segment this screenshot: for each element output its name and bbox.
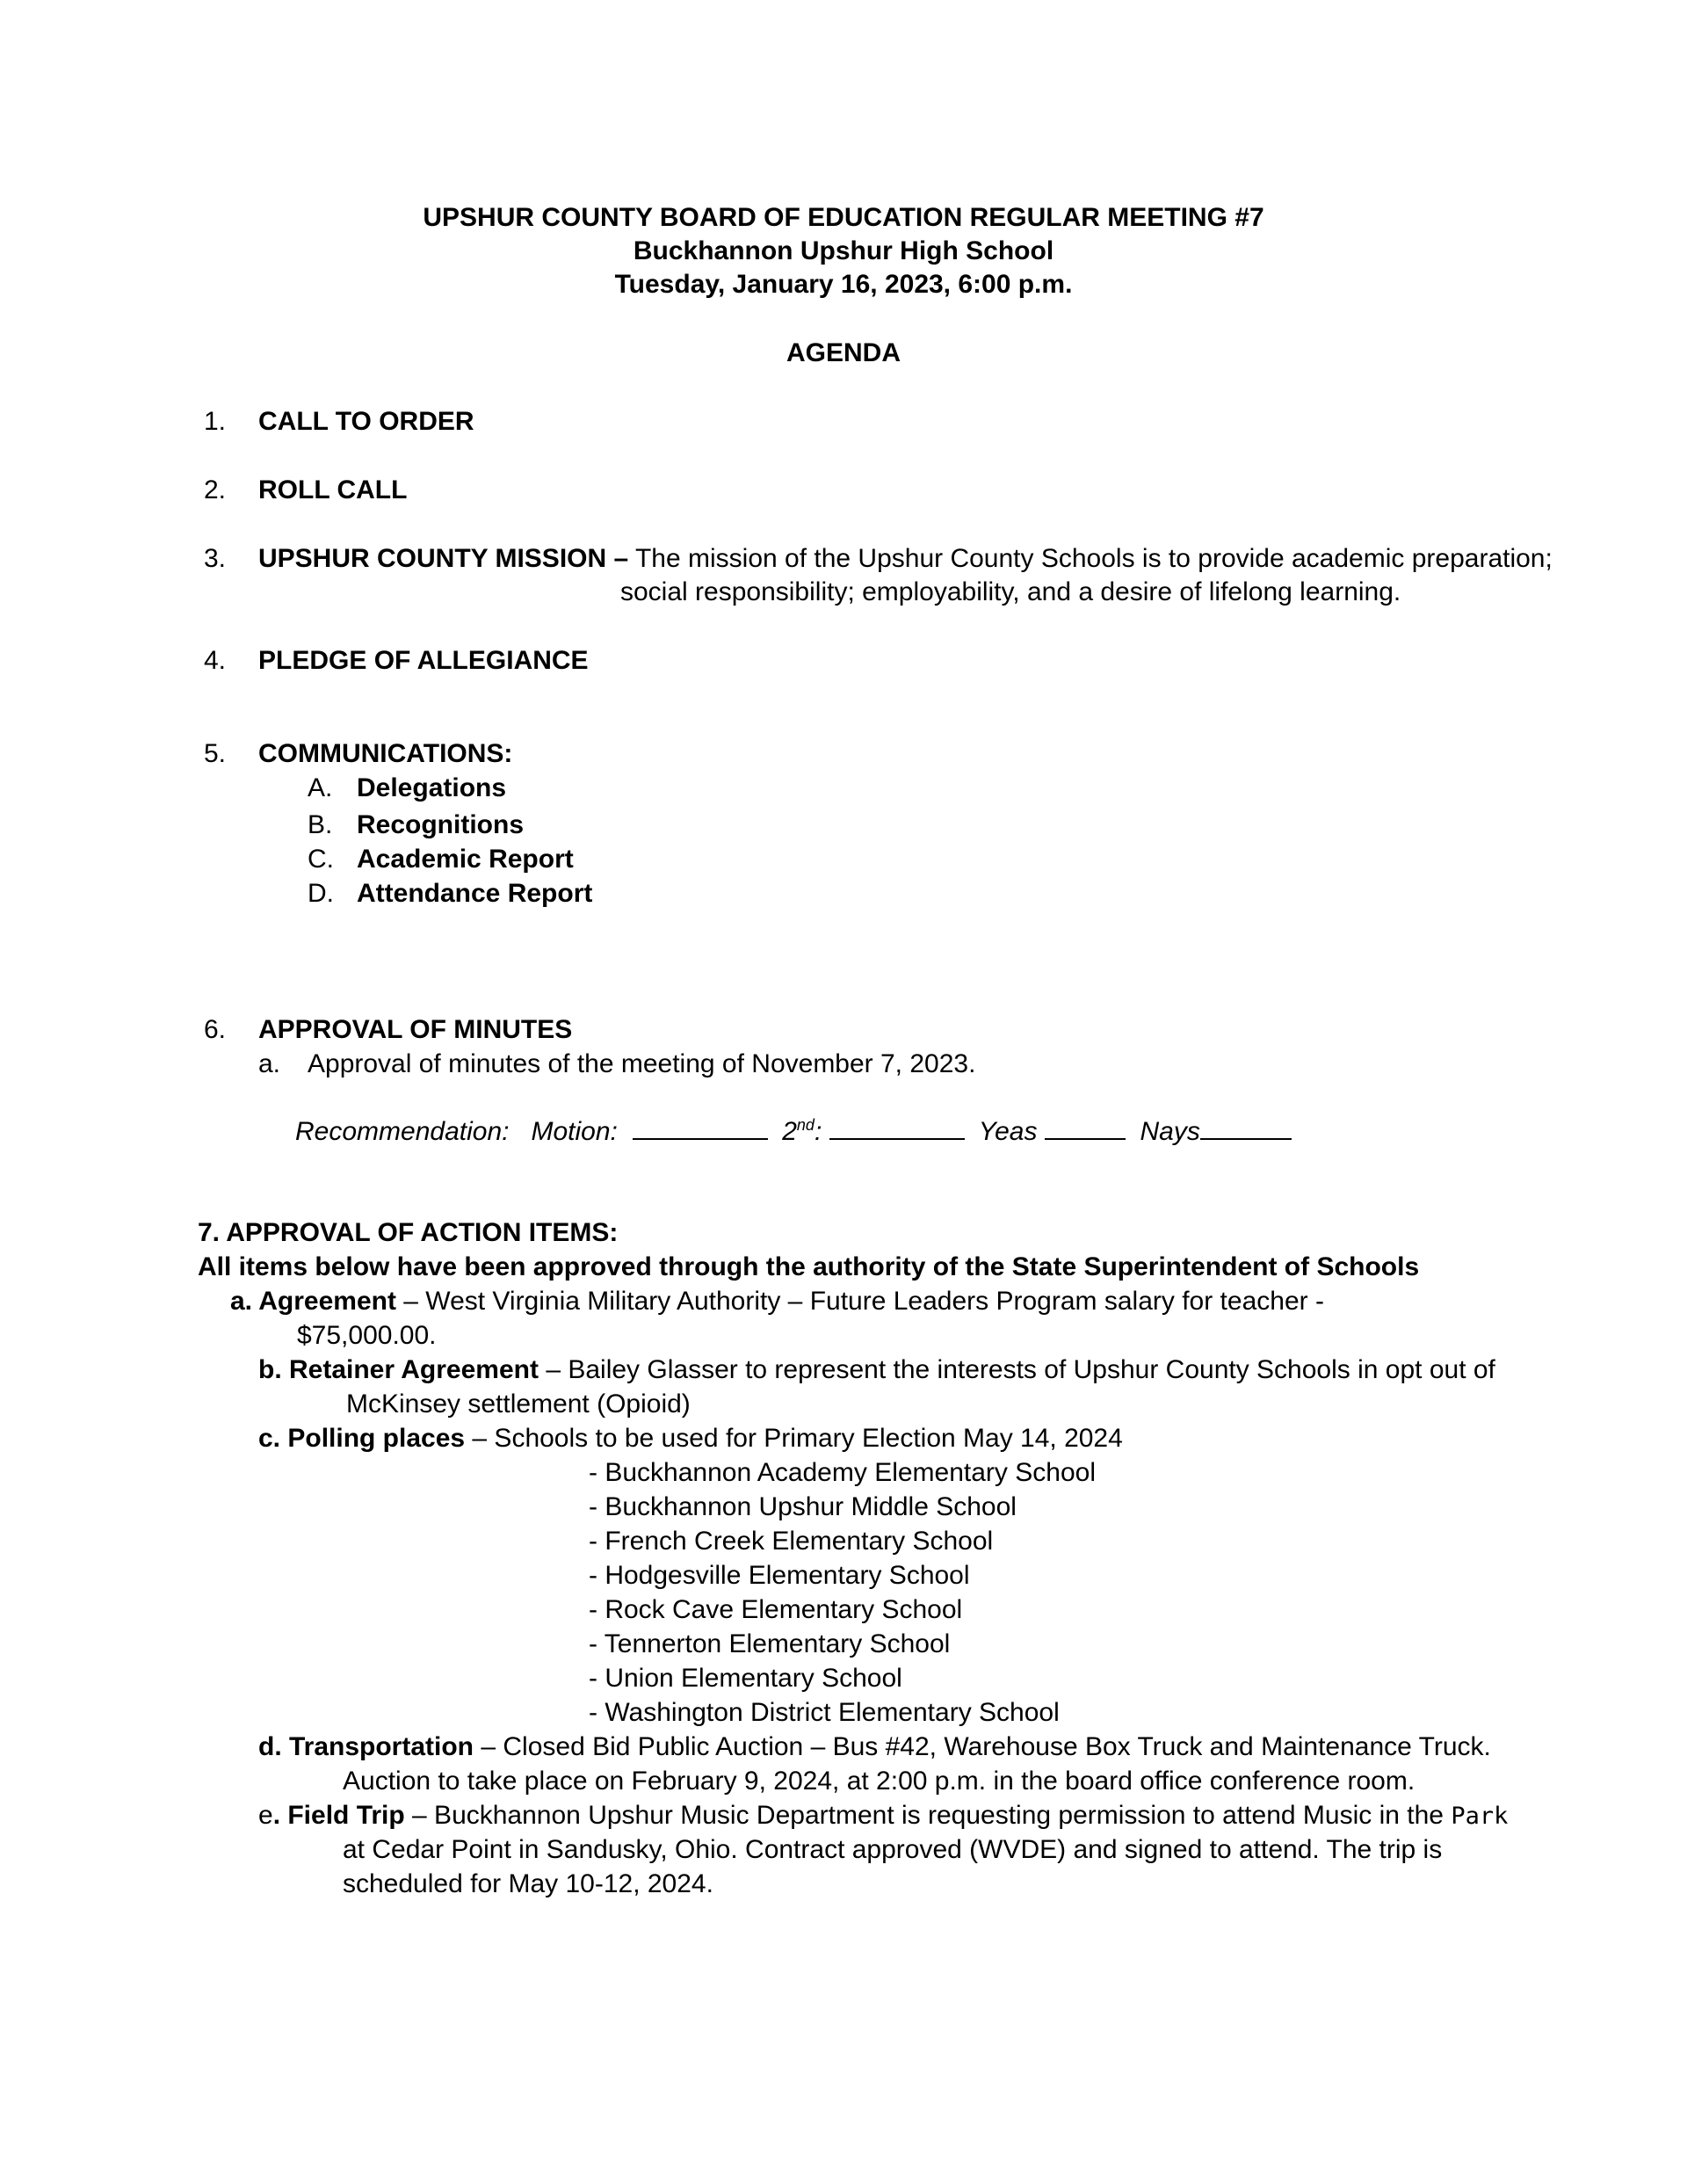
item-communications: COMMUNICATIONS: (258, 739, 513, 768)
agenda-heading: AGENDA (786, 338, 901, 367)
action-item-polling-places: c. Polling places – Schools to be used for Primary Election May 14, 2024 (258, 1424, 1123, 1453)
recommendation-label: Recommendation: (295, 1117, 510, 1146)
sub-letter: A. (308, 773, 333, 802)
nays-blank (1200, 1137, 1292, 1140)
item-approval-of-action-items: 7. APPROVAL OF ACTION ITEMS: (198, 1218, 619, 1247)
action-item-field-trip: e. Field Trip – Buckhannon Upshur Music Department is requesting permission to attend Music in the Park (258, 1801, 1509, 1830)
second-blank (829, 1137, 965, 1140)
nays-label: Nays (1140, 1117, 1200, 1146)
yeas-label: Yeas (978, 1117, 1038, 1146)
item-number: 5. (204, 739, 227, 768)
meeting-title: UPSHUR COUNTY BOARD OF EDUCATION REGULAR MEETING #7 (423, 203, 1264, 232)
action-item-agreement: a. Agreement – West Virginia Military Authority – Future Leaders Program salary for teacher - (230, 1287, 1324, 1316)
sub-item-academic-report: Academic Report (357, 845, 574, 874)
polling-school: - Tennerton Elementary School (589, 1629, 951, 1658)
agreement-amount: $75,000.00. (297, 1321, 437, 1350)
item-number: 3. (204, 544, 227, 573)
item-mission (258, 541, 1553, 576)
minutes-sub-text: Approval of minutes of the meeting of November 7, 2023. (308, 1049, 976, 1078)
recommendation-line (295, 1114, 1292, 1149)
meeting-location: Buckhannon Upshur High School (633, 236, 1054, 265)
yeas-blank (1045, 1137, 1126, 1140)
mission-label: UPSHUR COUNTY MISSION – (258, 544, 629, 573)
item-number: 6. (204, 1015, 227, 1044)
item-number: 1. (204, 407, 227, 436)
minutes-sub-letter: a. (258, 1049, 281, 1078)
item-number: 4. (204, 646, 227, 675)
sub-item-recognitions: Recognitions (357, 810, 525, 839)
transportation-continuation: Auction to take place on February 9, 2024, at 2:00 p.m. in the board office conference room. (343, 1767, 1415, 1796)
action-item-transportation: d. Transportation – Closed Bid Public Auction – Bus #42, Warehouse Box Truck and Maintenance Truck. (258, 1732, 1491, 1761)
mission-text-line2: social responsibility; employability, and a desire of lifelong learning. (620, 577, 1401, 606)
polling-school: - Union Elementary School (589, 1664, 902, 1693)
sub-letter: C. (308, 845, 334, 874)
item-pledge: PLEDGE OF ALLEGIANCE (258, 646, 589, 675)
field-trip-continuation-2: scheduled for May 10-12, 2024. (343, 1869, 713, 1898)
sub-letter: B. (308, 810, 333, 839)
retainer-continuation: McKinsey settlement (Opioid) (346, 1389, 691, 1419)
action-items-note: All items below have been approved through the authority of the State Superintendent of Schools (198, 1252, 1420, 1281)
polling-school: - Hodgesville Elementary School (589, 1561, 970, 1590)
sub-letter: D. (308, 879, 334, 908)
sub-item-delegations: Delegations (357, 773, 507, 802)
item-call-to-order: CALL TO ORDER (258, 407, 474, 436)
polling-school: - Rock Cave Elementary School (589, 1595, 963, 1624)
item-roll-call: ROLL CALL (258, 475, 408, 504)
item-approval-of-minutes: APPROVAL OF MINUTES (258, 1015, 573, 1044)
second-label: 2nd: (782, 1116, 822, 1146)
sub-item-attendance-report: Attendance Report (357, 879, 593, 908)
polling-school: - Buckhannon Academy Elementary School (589, 1458, 1096, 1487)
polling-school: - French Creek Elementary School (589, 1527, 994, 1556)
motion-label: Motion: (531, 1117, 618, 1146)
motion-blank (633, 1137, 768, 1140)
polling-school: - Buckhannon Upshur Middle School (589, 1492, 1017, 1521)
polling-school: - Washington District Elementary School (589, 1698, 1060, 1727)
mission-text-line1: The mission of the Upshur County Schools is to provide academic preparation; (634, 544, 1553, 573)
meeting-datetime: Tuesday, January 16, 2023, 6:00 p.m. (614, 270, 1073, 299)
item-number: 2. (204, 475, 227, 504)
action-item-retainer-agreement: b. Retainer Agreement – Bailey Glasser to represent the interests of Upshur County Schools in opt out of (258, 1355, 1495, 1384)
field-trip-continuation-1: at Cedar Point in Sandusky, Ohio. Contract approved (WVDE) and signed to attend. The trip is (343, 1835, 1443, 1864)
